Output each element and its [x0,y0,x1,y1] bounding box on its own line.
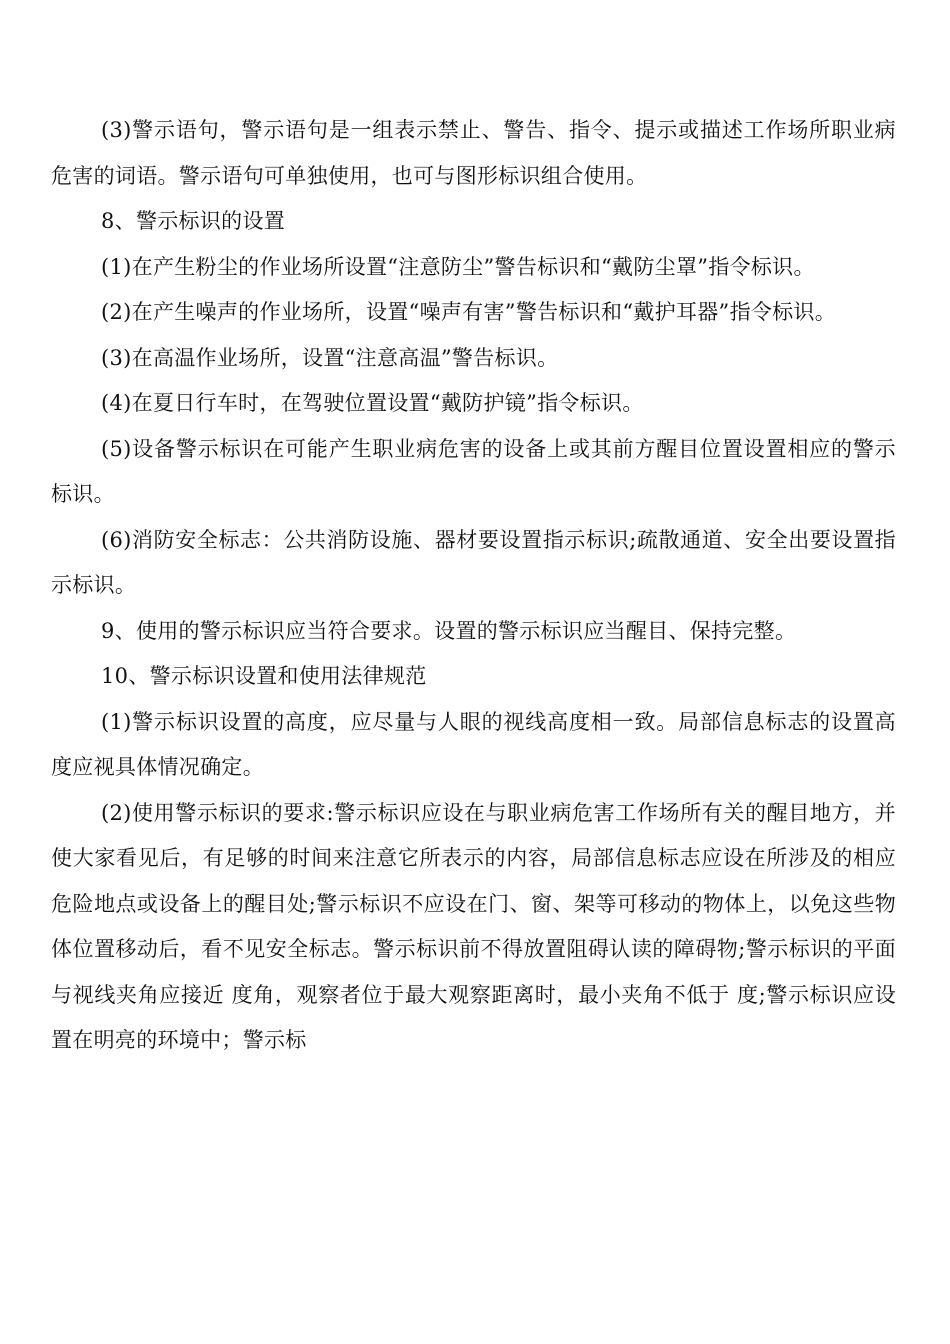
section-heading-8: 8、警示标识的设置 [101,209,286,233]
paragraph-dust-signs: (1)在产生粉尘的作业场所设置“注意防尘”警告标识和“戴防尘罩”指令标识。 [101,254,815,279]
paragraph-warning-phrases: (3)警示语句，警示语句是一组表示禁止、警告、指令、提示或描述工作场所职业病危害的词语。警示语句可单独使用，也可与图形标识组合使用。 [51,118,896,188]
paragraph-sign-height: (1)警示标识设置的高度，应尽量与人眼的视线高度相一致。局部信息标志的设置高度应视具体情况确定。 [51,709,896,779]
paragraph-fire-safety-signs: (6)消防安全标志：公共消防设施、器材要设置指示标识;疏散通道、安全出要设置指示标识。 [51,527,896,597]
paragraph-noise-signs: (2)在产生噪声的作业场所，设置“噪声有害”警告标识和“戴护耳器”指令标识。 [101,300,837,324]
paragraph-heat-signs: (3)在高温作业场所，设置“注意高温”警告标识。 [101,345,559,370]
section-heading-10: 10、警示标识设置和使用法律规范 [101,664,427,688]
document-body [51,108,896,1064]
section-heading-9: 9、使用的警示标识应当符合要求。设置的警示标识应当醒目、保持完整。 [101,618,797,643]
paragraph-equipment-signs: (5)设备警示标识在可能产生职业病危害的设备上或其前方醒目位置设置相应的警示标识。 [51,436,896,506]
paragraph-sign-requirements: (2)使用警示标识的要求:警示标识应设在与职业病危害工作场所有关的醒目地方，并使大家看见后，有足够的时间来注意它所表示的内容，局部信息标志应设在所涉及的相应危险地点或设备上的醒目处;警示标识不应设在门、窗、架等可移动的物体上，以免这些物体位置移动后，看不见安全标志。警示标识前不得放置阻碍认读的障碍物;警示标识的平面与视线夹角应接近 度角，观察者位于最大观察距离时，最小夹角不低于 度;警示标识应设置在明亮的环境中；警示标 [51,800,896,1052]
paragraph-driving-signs: (4)在夏日行车时，在驾驶位置设置“戴防护镜”指令标识。 [101,391,644,415]
